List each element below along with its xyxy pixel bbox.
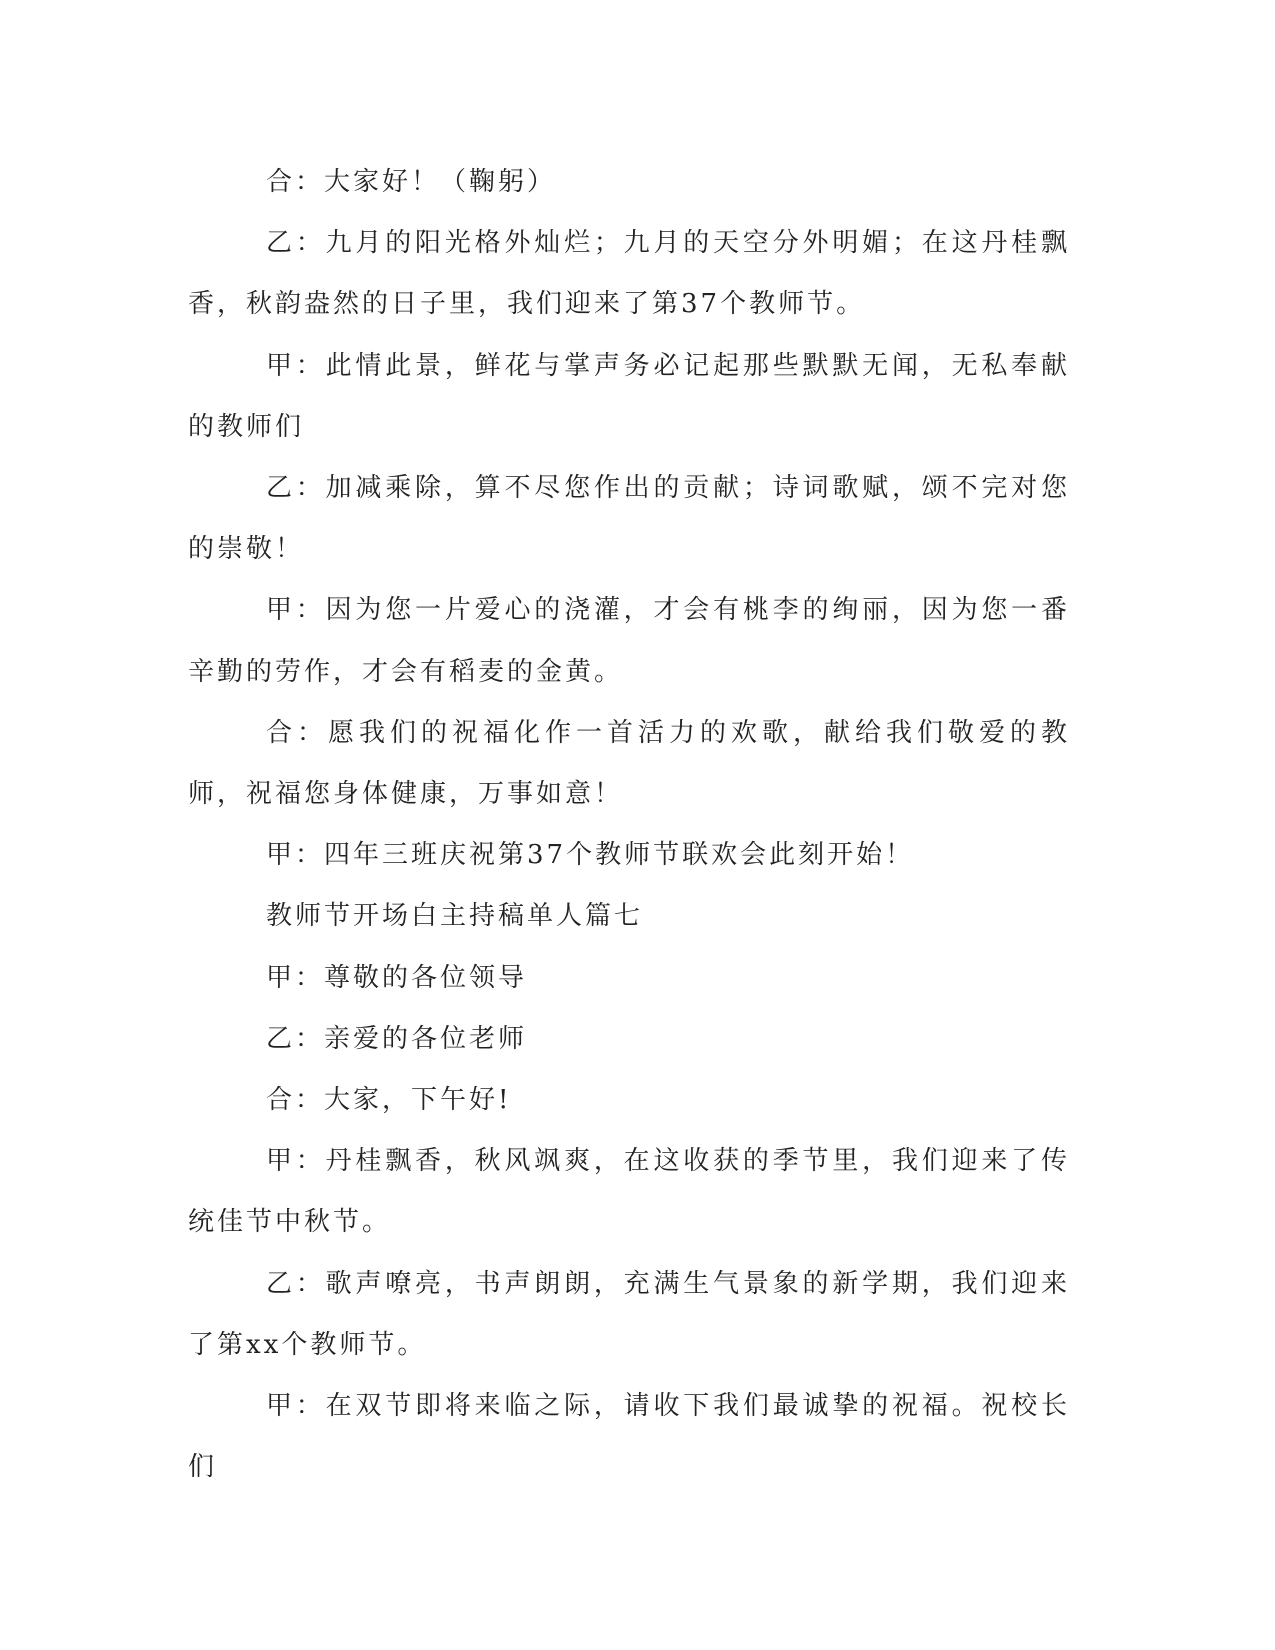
- paragraph-mid-autumn: 甲：丹桂飘香，秋风飒爽，在这收获的季节里，我们迎来了传统佳节中秋节。: [188, 1146, 1070, 1238]
- paragraph-blessing-song: 合：愿我们的祝福化作一首活力的欢歌，献给我们敬爱的教师，祝福您身体健康，万事如意！: [188, 717, 1070, 810]
- paragraph-september-sunshine: 乙：九月的阳光格外灿烂；九月的天空分外明媚；在这丹桂飘香，秋韵盎然的日子里，我们迎来了第37个教师节。: [188, 228, 1070, 320]
- paragraph-flowers-applause: 甲：此情此景，鲜花与掌声务必记起那些默默无闻，无私奉献的教师们: [188, 350, 1070, 442]
- paragraph-greeting-all: 合：大家好！（鞠躬）: [266, 167, 557, 197]
- paragraph-respected-leaders: 甲：尊敬的各位领导: [266, 962, 528, 993]
- paragraph-love-watering: 甲：因为您一片爱心的浇灌，才会有桃李的绚丽，因为您一番辛勤的劳作，才会有稻麦的金黄。: [188, 595, 1070, 687]
- paragraph-double-festival: 甲：在双节即将来临之际，请收下我们最诚挚的祝福。祝校长们: [188, 1391, 1070, 1483]
- paragraph-good-afternoon: 合：大家，下午好!: [266, 1085, 512, 1116]
- paragraph-dear-teachers: 乙：亲爱的各位老师: [266, 1023, 528, 1054]
- document-body: [188, 152, 1070, 1498]
- section-heading: 教师节开场白主持稿单人篇七: [266, 901, 644, 932]
- paragraph-arithmetic-poetry: 乙：加减乘除，算不尽您作出的贡献；诗词歌赋，颂不完对您的崇敬！: [188, 473, 1070, 565]
- paragraph-new-semester: 乙：歌声嘹亮，书声朗朗，充满生气景象的新学期，我们迎来了第xx个教师节。: [188, 1268, 1070, 1360]
- paragraph-party-start: 甲：四年三班庆祝第37个教师节联欢会此刻开始！: [266, 840, 915, 871]
